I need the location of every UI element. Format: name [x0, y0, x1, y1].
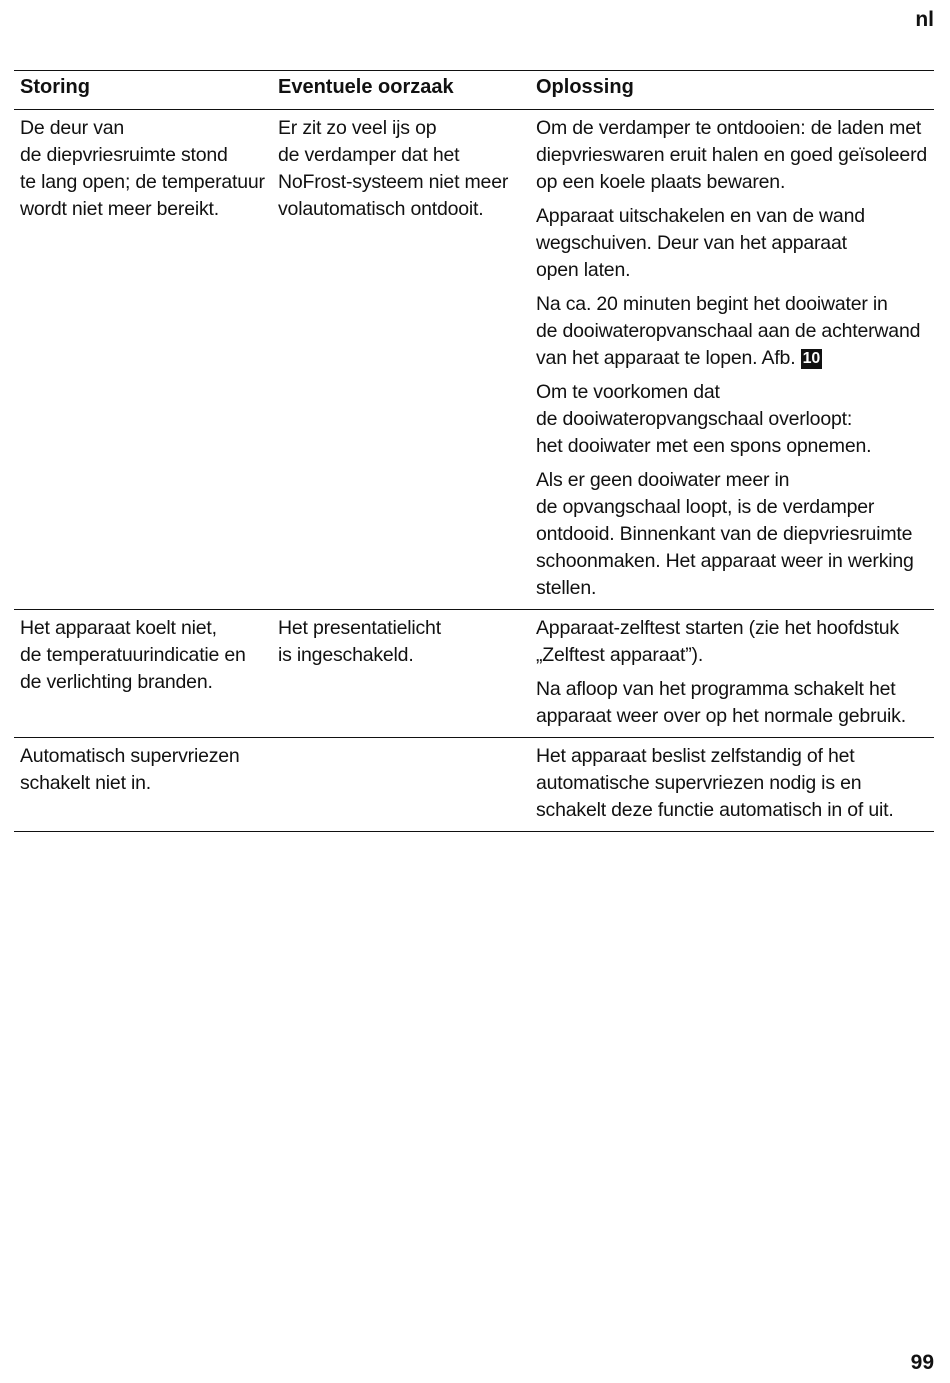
text-line: wegschuiven. Deur van het apparaat — [536, 232, 847, 254]
text-line: de dooiwateropvangschaal overloopt: — [536, 408, 853, 430]
text-line: Automatisch supervriezen — [20, 745, 240, 767]
text-line: het dooiwater met een spons opnemen. — [536, 435, 872, 457]
text-line: stellen. — [536, 577, 597, 599]
solution-paragraph — [536, 615, 928, 669]
text-line: volautomatisch ontdooit. — [278, 198, 484, 220]
language-tag: nl — [915, 8, 934, 31]
text-segment: van het apparaat te lopen. Afb. — [536, 347, 796, 369]
table-header-row — [14, 71, 934, 110]
text-line: wordt niet meer bereikt. — [20, 198, 219, 220]
text-line: Na ca. 20 minuten begint het dooiwater in — [536, 293, 888, 315]
solution-paragraph — [536, 379, 928, 460]
text-line: de verlichting branden. — [20, 671, 213, 693]
text-line: schakelt niet in. — [20, 772, 152, 794]
text-line: Om te voorkomen dat — [536, 381, 720, 403]
text-line: Het presentatielicht — [278, 617, 441, 639]
text-line: diepvrieswaren eruit halen en goed geïsoleerd — [536, 144, 928, 166]
text-line: Er zit zo veel ijs op — [278, 117, 437, 139]
text-line: is ingeschakeld. — [278, 644, 414, 666]
text-line: de diepvriesruimte stond — [20, 144, 228, 166]
cell-oplossing — [530, 110, 934, 610]
table-row — [14, 610, 934, 738]
cell-oplossing — [530, 610, 934, 738]
solution-paragraph — [536, 743, 928, 824]
column-header-oorzaak: Eventuele oorzaak — [272, 71, 530, 110]
text-line: automatische supervriezen nodig is en — [536, 772, 862, 794]
text-line: NoFrost-systeem niet meer — [278, 171, 509, 193]
text-line: open laten. — [536, 259, 631, 281]
text-line: „Zelftest apparaat”). — [536, 644, 704, 666]
cell-storing — [14, 738, 272, 832]
text-line: Apparaat-zelftest starten (zie het hoofdstuk — [536, 617, 899, 639]
text-line: te lang open; de temperatuur — [20, 171, 265, 193]
solution-paragraph — [536, 291, 928, 372]
text-line: ontdooid. Binnenkant van de diepvriesruimte — [536, 523, 913, 545]
cell-oorzaak — [272, 110, 530, 610]
text-line: apparaat weer over op het normale gebruik. — [536, 705, 906, 727]
text-line: Apparaat uitschakelen en van de wand — [536, 205, 865, 227]
table-row — [14, 110, 934, 610]
solution-paragraph — [536, 467, 928, 602]
page-number: 99 — [910, 1351, 934, 1374]
table-row — [14, 738, 934, 832]
text-line: Als er geen dooiwater meer in — [536, 469, 790, 491]
text-line: de dooiwateropvanschaal aan de achterwand — [536, 320, 921, 342]
text-line: op een koele plaats bewaren. — [536, 171, 786, 193]
troubleshooting-table — [14, 70, 934, 832]
solution-paragraph — [536, 115, 928, 196]
column-header-oplossing: Oplossing — [530, 71, 934, 110]
text-line: Om de verdamper te ontdooien: de laden met — [536, 117, 922, 139]
cell-oorzaak — [272, 610, 530, 738]
text-line: Na afloop van het programma schakelt het — [536, 678, 896, 700]
text-line: de opvangschaal loopt, is de verdamper — [536, 496, 875, 518]
cell-storing — [14, 110, 272, 610]
text-line: Het apparaat beslist zelfstandig of het — [536, 745, 855, 767]
figure-reference-badge: 10 — [802, 350, 821, 367]
text-line: de temperatuurindicatie en — [20, 644, 246, 666]
cell-oorzaak — [272, 738, 530, 832]
text-line: Het apparaat koelt niet, — [20, 617, 217, 639]
solution-paragraph — [536, 203, 928, 284]
text-line — [536, 345, 928, 372]
cell-storing — [14, 610, 272, 738]
cell-oplossing — [530, 738, 934, 832]
text-line: De deur van — [20, 117, 125, 139]
text-line: schakelt deze functie automatisch in of uit. — [536, 799, 894, 821]
text-line: schoonmaken. Het apparaat weer in werking — [536, 550, 914, 572]
column-header-storing: Storing — [14, 71, 272, 110]
text-line: de verdamper dat het — [278, 144, 460, 166]
solution-paragraph — [536, 676, 928, 730]
